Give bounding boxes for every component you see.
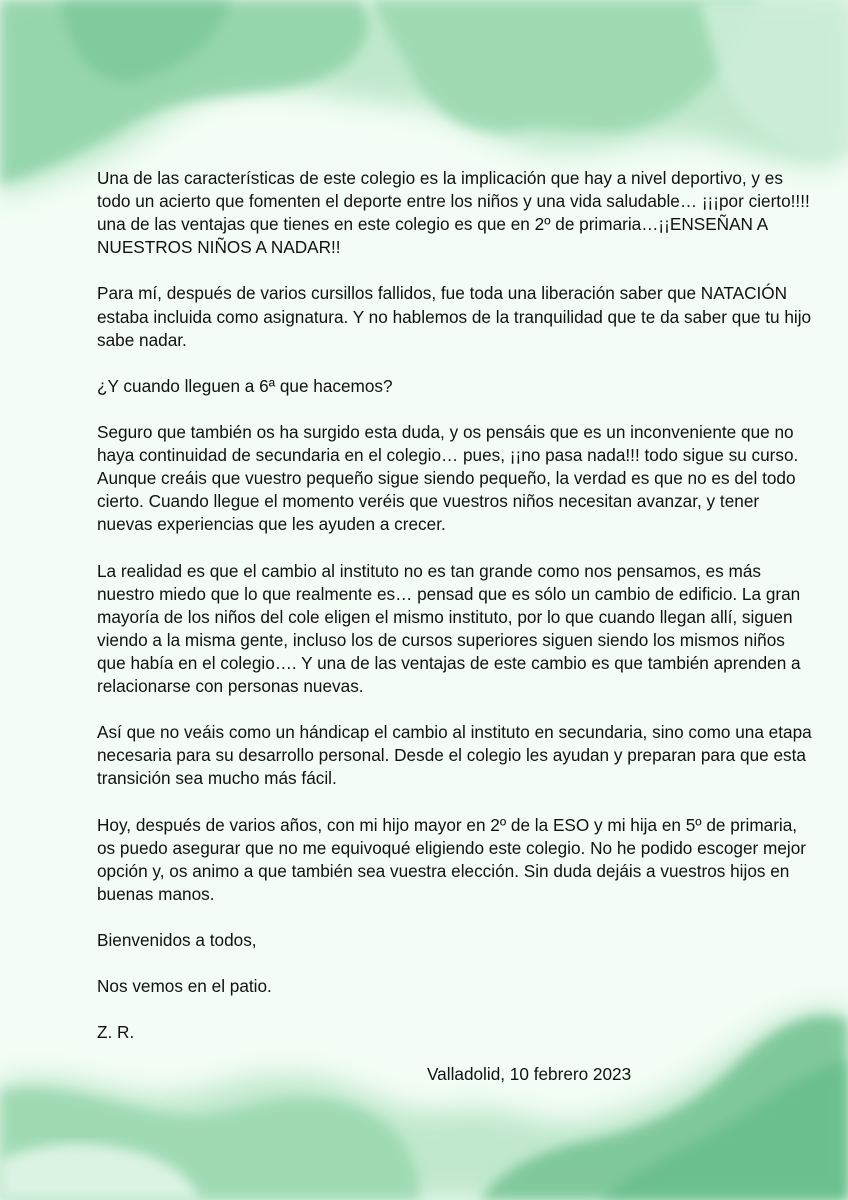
paragraph-question: ¿Y cuando lleguen a 6ª que hacemos?	[97, 375, 393, 396]
paragraph-continuity: Seguro que también os ha surgido esta duda, y os pensáis que es un inconveniente que no haya continuidad de secundaria en el colegio… pues, ¡¡no pasa nada!!! todo sigue su curso. Aunque creáis que vuestro pequeño sigue siendo pequeño, la verdad es que no es del todo cierto. Cuando llegue el momento veréis que vuestros niños necesitan avanzar, y tener nuevas experiencias que les ayuden a crecer.	[97, 422, 799, 535]
letter-body	[97, 167, 817, 1068]
paragraph-sports: Una de las características de este colegio es la implicación que hay a nivel deportivo, y es todo un acierto que fomenten el deporte entre los niños y una vida saludable… ¡¡¡por cierto!!!! una de las ventajas que tienes en este colegio es que en 2º de primaria…¡¡ENSEÑAN A NUESTROS NIÑOS A NADAR!!	[97, 168, 810, 258]
paragraph-testimony: Hoy, después de varios años, con mi hijo mayor en 2º de la ESO y mi hija en 5º de primaria, os puedo asegurar que no me equivoqué eligiendo este colegio. No he podido escoger mejor opción y, os animo a que también sea vuestra elección. Sin duda dejáis a vuestros hijos en buenas manos.	[97, 814, 806, 904]
letter-date: Valladolid, 10 febrero 2023	[427, 1064, 632, 1084]
paragraph-swimming: Para mí, después de varios cursillos fallidos, fue toda una liberación saber que NATACIÓN estaba incluida como asignatura. Y no hablemos de la tranquilidad que te da saber que tu hijo sabe nadar.	[97, 283, 812, 350]
paragraph-not-handicap: Así que no veáis como un hándicap el cambio al instituto en secundaria, sino como una etapa necesaria para su desarrollo personal. Desde el colegio les ayudan y preparan para que esta transición sea mucho más fácil.	[97, 722, 812, 789]
paragraph-institute-change: La realidad es que el cambio al instituto no es tan grande como nos pensamos, es más nuestro miedo que lo que realmente es… pensad que es sólo un cambio de edificio. La gran mayoría de los niños del cole eligen el mismo instituto, por lo que cuando llegan allí, siguen viendo a la misma gente, incluso los de cursos superiores siguen siendo los mismos niños que había en el colegio…. Y una de las ventajas de este cambio es que también aprenden a relacionarse con personas nuevas.	[97, 560, 801, 697]
signature-initials: Z. R.	[97, 1022, 135, 1043]
paragraph-welcome: Bienvenidos a todos,	[97, 930, 257, 951]
paragraph-see-you: Nos vemos en el patio.	[97, 976, 272, 997]
